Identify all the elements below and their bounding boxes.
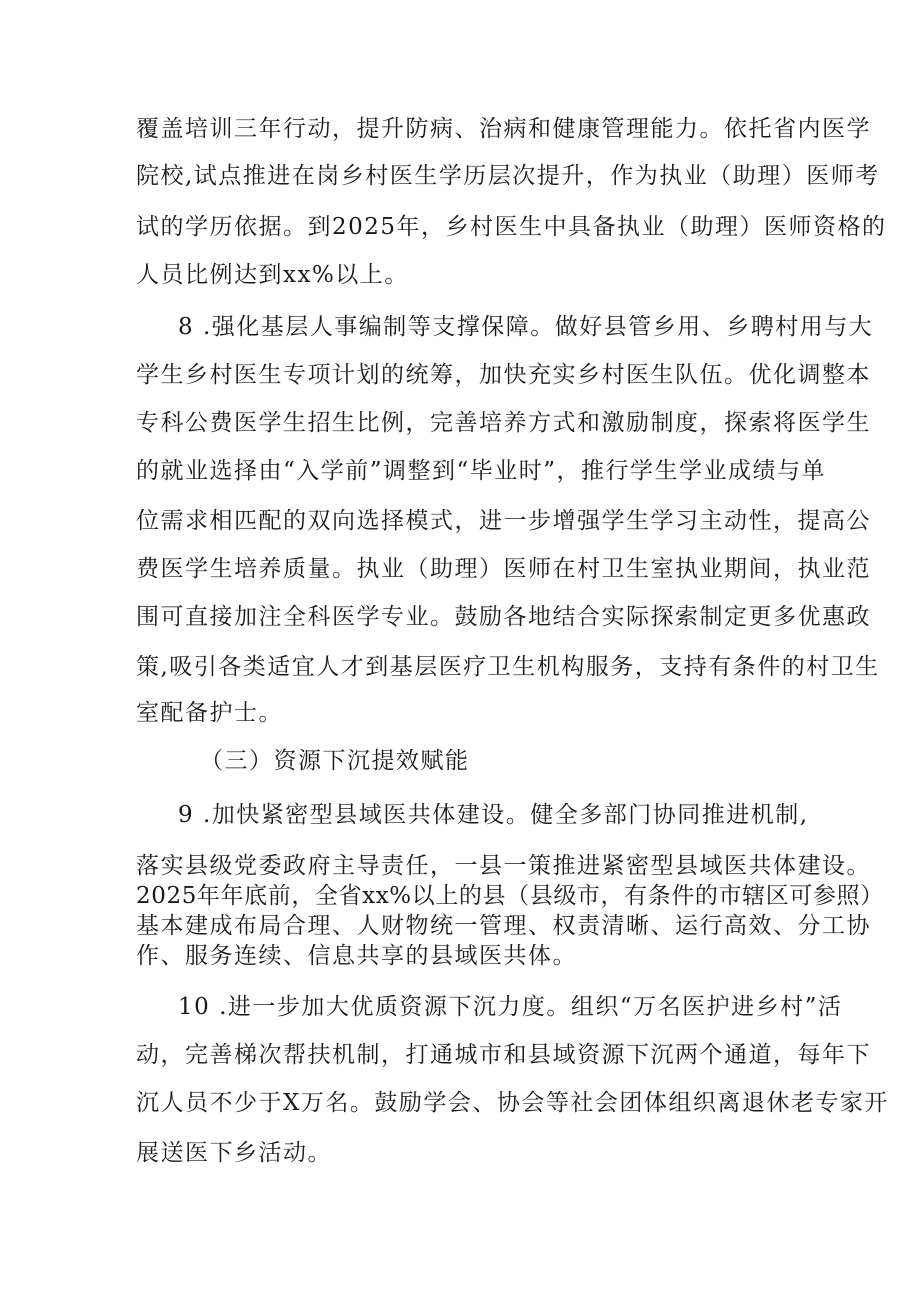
paragraph-line: 人员比例达到xx%以上。: [136, 262, 409, 288]
paragraph-line: 2025年年底前，全省xx%以上的县（县级市，有条件的市辖区可参照）: [136, 883, 884, 909]
paragraph-line: 动，完善梯次帮扶机制，打通城市和县域资源下沉两个通道，每年下: [136, 1042, 871, 1068]
paragraph-line: 费医学生培养质量。执业（助理）医师在村卫生室执业期间，执业范: [136, 556, 871, 582]
paragraph-line: 位需求相匹配的双向选择模式，进一步增强学生学习主动性，提高公: [136, 508, 871, 534]
paragraph-line: 室配备护士。: [136, 700, 283, 726]
paragraph-line: 作、服务连续、信息共享的县域医共体。: [136, 943, 577, 969]
paragraph-line: 院校,试点推进在岗乡村医生学历层次提升，作为执业（助理）医师考: [136, 163, 880, 189]
paragraph-line: 8 .强化基层人事编制等支撑保障。做好县管乡用、乡聘村用与大: [178, 314, 874, 340]
paragraph-line: 覆盖培训三年行动，提升防病、治病和健康管理能力。依托省内医学: [136, 116, 871, 142]
paragraph-line: 的就业选择由“入学前”调整到“毕业时”，推行学生学业成绩与单: [136, 458, 827, 484]
paragraph-line: 9 .加快紧密型县域医共体建设。健全多部门协同推进机制,: [178, 802, 809, 828]
paragraph-line: 专科公费医学生招生比例，完善培养方式和激励制度，探索将医学生: [136, 410, 871, 436]
section-heading: （三）资源下沉提效赋能: [200, 748, 470, 774]
paragraph-line: 试的学历依据。到2025年，乡村医生中具备执业（助理）医师资格的: [136, 214, 887, 240]
paragraph-line: 落实县级党委政府主导责任，一县一策推进紧密型县域医共体建设。: [136, 853, 871, 879]
paragraph-line: 10 .进一步加大优质资源下沉力度。组织“万名医护进乡村”活: [178, 994, 843, 1020]
paragraph-line: 围可直接加注全科医学专业。鼓励各地结合实际探索制定更多优惠政: [136, 604, 871, 630]
paragraph-line: 展送医下乡活动。: [136, 1140, 332, 1166]
paragraph-line: 策,吸引各类适宜人才到基层医疗卫生机构服务，支持有条件的村卫生: [136, 654, 880, 680]
paragraph-line: 基本建成布局合理、人财物统一管理、权责清晰、运行高效、分工协: [136, 913, 871, 939]
paragraph-line: 学生乡村医生专项计划的统筹，加快充实乡村医生队伍。优化调整本: [136, 362, 871, 388]
paragraph-line: 沉人员不少于X万名。鼓励学会、协会等社会团体组织离退休老专家开: [136, 1090, 889, 1116]
